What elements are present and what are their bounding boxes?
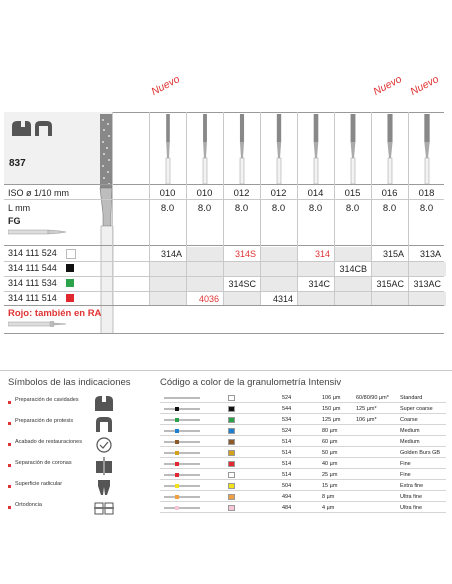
reference-number: 314 111 524 [8,248,57,258]
length-cell: 8.0 [234,203,249,214]
color-square [66,264,74,272]
grit-micron: 4 µm [322,505,335,511]
grit-micron: 150 µm [322,406,341,412]
empty-cell [335,247,372,261]
row-border [4,305,444,306]
row-border [4,291,444,292]
grit-swatch [228,395,235,401]
bullet-icon [8,422,11,425]
row-border [4,184,444,185]
grit-name: Coarse [400,417,418,423]
row-border [160,424,446,425]
grit-swatch [228,505,235,511]
grit-code: 524 [282,395,292,401]
row-border [4,261,444,262]
mini-bur-icon [164,463,200,465]
row-border [160,468,446,469]
fg-shank-icon [8,228,68,236]
grit-band-icon [175,495,179,499]
iso-cell: 014 [307,188,324,199]
grit-micron: 80 µm [322,428,338,434]
mini-bur-icon [164,397,200,399]
model-code-cell: 314CB [339,264,367,274]
grit-row [160,405,446,414]
bur-icon [198,114,212,184]
grit-code: 484 [282,505,292,511]
bur-icon [346,114,360,184]
empty-cell [187,277,224,291]
grit-band-icon [175,451,179,455]
empty-cell [187,247,224,261]
grit-title: Código a color de la granulometría Intensiv [160,377,342,388]
grit-micron: 15 µm [322,483,338,489]
grit-band-icon [175,473,179,477]
grit-name: Ultra fine [400,505,423,511]
color-square [66,279,74,287]
mini-bur-icon [164,507,200,509]
empty-cell [298,292,335,306]
grit-row [160,449,446,458]
iso-cell: 015 [344,188,361,199]
row-border [160,446,446,447]
table-bottom-border [4,333,444,334]
grit-name: Fine [400,472,411,478]
grit-swatch [228,472,235,478]
reference-number: 314 111 544 [8,263,57,273]
mini-bur-icon [164,408,200,410]
grit-name: Super coarse [400,406,433,412]
ra-note: Rojo: también en RA [8,308,102,319]
grit-name: Standard [400,395,423,401]
mini-bur-icon [164,452,200,454]
row-border [4,245,444,246]
grit-band-icon [175,440,179,444]
row-border [4,199,444,200]
indications-title: Símbolos de las indicaciones [8,377,131,388]
grit-mesh: 125 µm* [356,406,377,412]
grit-code: 514 [282,450,292,456]
grit-micron: 50 µm [322,450,338,456]
iso-cell: 012 [233,188,250,199]
cavity-preparation-icon [10,118,54,138]
length-cell: 8.0 [308,203,323,214]
grit-swatch [228,406,235,412]
row-border [160,402,446,403]
grit-swatch [228,461,235,467]
row-border [160,413,446,414]
model-code-cell: 314A [160,249,182,259]
empty-cell [261,277,298,291]
model-code-cell: 314 [314,249,330,259]
empty-cell [261,247,298,261]
grit-name: Ultra fine [400,494,423,500]
iso-cell: 016 [381,188,398,199]
row-border [160,501,446,502]
grit-code: 514 [282,461,292,467]
fg-label: FG [8,216,21,226]
indication-text: Ortodoncia [15,502,42,508]
grit-row [160,504,446,513]
reference-number: 314 111 534 [8,278,57,288]
bullet-icon [8,464,11,467]
empty-cell [409,292,446,306]
row-border [160,512,446,513]
mini-bur-icon [164,419,200,421]
color-square [66,249,76,259]
empty-cell [335,292,372,306]
empty-cell [298,262,335,276]
root-surface-icon [93,478,115,496]
grit-swatch [228,428,235,434]
grit-band-icon [175,462,179,466]
indication-text: Preparación de protesis [15,418,74,424]
ra-shank-icon [8,320,68,328]
iso-cell: 010 [196,188,213,199]
length-cell: 8.0 [382,203,397,214]
model-code-cell: 4036 [198,294,219,304]
product-code: 837 [9,158,26,169]
empty-cell [187,262,224,276]
length-cell: 8.0 [345,203,360,214]
indication-text: Preparación de cavidades [15,397,79,403]
grit-swatch [228,439,235,445]
indication-item [8,415,148,437]
grit-code: 534 [282,417,292,423]
empty-cell [372,292,409,306]
grit-mesh: 60/80/90 µm* [356,395,389,401]
grit-band-icon [175,429,179,433]
grit-micron: 8 µm [322,494,335,500]
row-border [160,435,446,436]
bullet-icon [8,401,11,404]
length-cell: 8.0 [271,203,286,214]
grit-micron: 125 µm [322,417,341,423]
model-code-cell: 314S [234,249,256,259]
indication-item [8,457,148,479]
grit-row [160,460,446,469]
bullet-icon [8,506,11,509]
grit-row [160,394,446,403]
grit-code: 504 [282,483,292,489]
restoration-finishing-icon [93,436,115,454]
mini-bur-icon [164,430,200,432]
indication-item [8,499,148,521]
new-badge: Nuevo [149,73,182,98]
grit-band-icon [175,484,179,488]
bur-icon [420,114,434,184]
indication-text: Separación de coronas [15,460,72,466]
grit-mesh: 106 µm* [356,417,377,423]
length-cell: 8.0 [160,203,175,214]
bullet-icon [8,443,11,446]
indication-item [8,436,148,458]
grit-name: Extra fine [400,483,424,489]
bur-icon [235,114,249,184]
bullet-icon [8,485,11,488]
mini-bur-icon [164,485,200,487]
row-border [160,490,446,491]
model-code-cell: 315AC [376,279,404,289]
grit-band-icon [175,407,179,411]
grit-micron: 40 µm [322,461,338,467]
crown-separation-icon [93,457,115,475]
model-code-cell: 315A [382,249,404,259]
indication-text: Acabado de restauraciones [15,439,82,445]
model-code-cell: 314SC [228,279,256,289]
main-bur-illustration [94,114,120,334]
grit-row [160,482,446,491]
grit-name: Golden Burs GB [400,450,441,456]
grit-row [160,493,446,502]
grit-band-icon [175,418,179,422]
prosthesis-preparation-icon [93,415,115,433]
bur-icon [161,114,175,184]
grit-swatch [228,417,235,423]
grit-micron: 25 µm [322,472,338,478]
model-code-cell: 4314 [272,294,293,304]
empty-cell [372,262,409,276]
empty-cell [150,292,187,306]
iso-label: ISO ø 1/10 mm [8,188,70,198]
indication-item [8,478,148,500]
model-code-cell: 313A [419,249,441,259]
grit-micron: 106 µm [322,395,341,401]
grit-row [160,438,446,447]
length-cell: 8.0 [197,203,212,214]
grit-name: Fine [400,461,411,467]
length-cell: 8.0 [419,203,434,214]
grit-swatch [228,494,235,500]
grit-swatch [228,450,235,456]
empty-cell [409,262,446,276]
mini-bur-icon [164,496,200,498]
bottom-divider [0,370,452,371]
grit-row [160,471,446,480]
new-badge: Nuevo [408,73,441,98]
cavity-preparation-icon [93,394,115,412]
grit-micron: 60 µm [322,439,338,445]
row-border [160,457,446,458]
iso-cell: 012 [270,188,287,199]
grit-name: Medium [400,428,420,434]
grit-code: 514 [282,472,292,478]
iso-cell: 018 [418,188,435,199]
grit-code: 524 [282,428,292,434]
grit-band-icon [175,506,179,510]
grit-row [160,427,446,436]
grit-code: 544 [282,406,292,412]
grit-code: 514 [282,439,292,445]
reference-number: 314 111 514 [8,293,57,303]
empty-cell [224,292,261,306]
model-code-cell: 314C [308,279,330,289]
indication-item [8,394,148,416]
grit-name: Medium [400,439,420,445]
iso-cell: 010 [159,188,176,199]
mini-bur-icon [164,441,200,443]
length-label: L mm [8,203,31,213]
empty-cell [261,262,298,276]
grit-code: 494 [282,494,292,500]
grit-swatch [228,483,235,489]
mini-bur-icon [164,474,200,476]
bur-icon [309,114,323,184]
empty-cell [335,277,372,291]
empty-cell [224,262,261,276]
orthodontics-icon [93,499,115,517]
row-border [160,479,446,480]
model-code-cell: 313AC [413,279,441,289]
bur-icon [383,114,397,184]
new-badge: Nuevo [371,73,404,98]
indication-text: Superficie radicular [15,481,63,487]
empty-cell [150,277,187,291]
row-border [4,276,444,277]
empty-cell [150,262,187,276]
grit-row [160,416,446,425]
color-square [66,294,74,302]
product-table [4,73,444,334]
bur-icon [272,114,286,184]
